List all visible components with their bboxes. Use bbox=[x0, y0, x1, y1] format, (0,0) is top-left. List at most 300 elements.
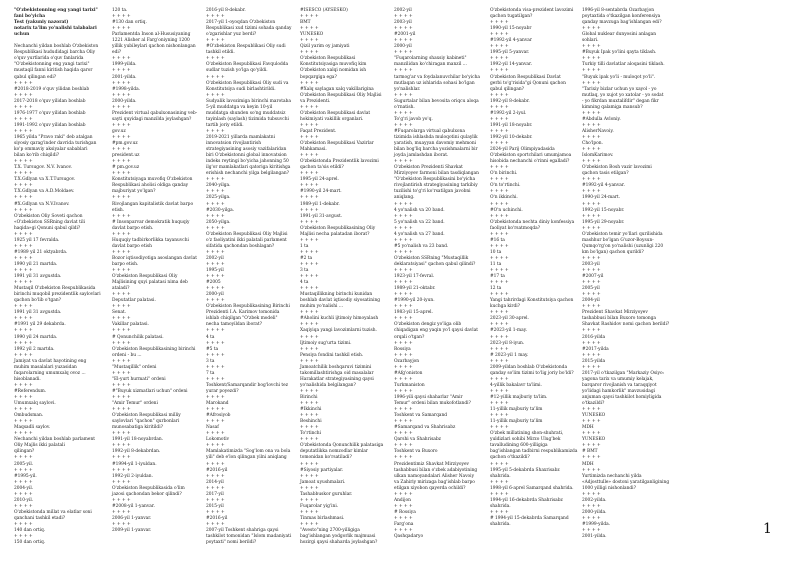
text-line: + + + + bbox=[206, 485, 225, 491]
text-line: #1995-yil. bbox=[14, 473, 37, 479]
text-line: 120 ta. bbox=[112, 8, 128, 13]
text-line: 1991-1992 o'quv yilidan boshlab bbox=[14, 122, 86, 128]
text-line: etilgan xiyobon qayerda ochildi? bbox=[394, 485, 466, 491]
text-line: 2001-yilda. bbox=[112, 74, 137, 80]
text-line: + + + + bbox=[14, 407, 33, 413]
text-line: 1995-yil bbox=[206, 268, 224, 274]
text-line: + + + + bbox=[14, 467, 33, 473]
text-line: + + + + bbox=[490, 268, 509, 274]
text-line: + + + + bbox=[112, 358, 131, 364]
text-line: "Tarixiy bizlar uchun yo xayol - yo bbox=[582, 86, 657, 92]
text-line: + + + + bbox=[582, 364, 601, 370]
text-line: haqida»gi Qonuni qabul qildi? bbox=[14, 225, 81, 231]
text-line: ilg'or mamlakatlari qatoriga kiritishga bbox=[206, 165, 291, 171]
text-line: Mustaqil O'zbekiston Respublikasida bbox=[14, 286, 96, 292]
text-line: mashhur bo'lgan G'uzor-Boysun- bbox=[582, 237, 654, 243]
text-line: muhim yo'nalishi ... bbox=[300, 304, 343, 310]
text-line: + + + + bbox=[582, 159, 601, 165]
text-line: + + + + bbox=[14, 243, 33, 249]
text-line: + + + + bbox=[582, 26, 601, 32]
text-line: tizimida ishlashda muloqotini qulaylik bbox=[394, 134, 478, 140]
text-line: T.X. Tursugov. N.V. Ivanov. bbox=[14, 165, 72, 171]
text-line: 10 ta bbox=[490, 249, 502, 255]
text-line: shahrida. bbox=[490, 503, 511, 509]
text-line: IslomKarimov. bbox=[582, 153, 614, 159]
text-column-7 bbox=[582, 8, 670, 560]
text-line: 2023-yil 30-aprel. bbox=[490, 316, 529, 322]
text-line: 1992-yil 15-noyabr. bbox=[582, 207, 625, 213]
text-line: notarix ta'lim yo'nalishi talabalari bbox=[14, 26, 97, 32]
text-line: + + + + bbox=[300, 104, 319, 110]
text-line: 1995-yil 29-noyabr. bbox=[582, 219, 625, 225]
text-line: Jamoatchilik boshqaruvi tizimini bbox=[300, 364, 372, 370]
text-line: MDH bbox=[582, 425, 594, 431]
text-line: qachon o'tkazildi? bbox=[490, 455, 530, 461]
text-line: + + + + bbox=[394, 280, 413, 286]
text-line: + + + + bbox=[490, 334, 509, 340]
text-line: + + + + bbox=[582, 80, 601, 86]
text-line: 2006-yil 1-yanvar. bbox=[112, 515, 152, 521]
text-line: + + + + bbox=[490, 104, 509, 110]
text-line: + + + + bbox=[206, 225, 225, 231]
text-line: barqaror rivojlanish va taraqqiyot bbox=[582, 382, 657, 388]
text-line: fani bo'yicha bbox=[14, 14, 46, 20]
text-line: "O'zbekiston Respublikasini bo'yicha bbox=[394, 177, 476, 183]
text-line: #2008-yil 1-yanvar. bbox=[112, 503, 155, 509]
text-line: rivojlantirish strategiyasining tarkibiy bbox=[394, 183, 478, 189]
text-column-6 bbox=[490, 8, 578, 560]
text-line: Huquqiy tadbirkorlikka tayanuvchi bbox=[112, 237, 189, 243]
text-line: + + + + bbox=[300, 413, 319, 419]
text-line: #2005 bbox=[206, 280, 221, 286]
text-line: + + + + bbox=[300, 122, 319, 128]
text-line: O'zbekistonda Qonunchilik palatasiga bbox=[300, 443, 384, 449]
text-line: Respublikasi xud tizimi sohada qanday bbox=[206, 26, 292, 32]
text-line: + + + + bbox=[582, 455, 601, 461]
text-line: yagona tarix va umumiy kelajak, bbox=[582, 376, 654, 382]
text-line: tashkilot tomonidan "Islom madaniyati bbox=[206, 534, 292, 540]
text-line: + + + + bbox=[14, 207, 33, 213]
text-line: yaratish, muayyan davomiy mehmoni bbox=[394, 141, 477, 147]
text-line: qilingan? bbox=[14, 449, 35, 455]
text-line: O'zbekiston SSRning "Mustaqillik bbox=[394, 255, 469, 261]
text-line: Vakillar palatasi. bbox=[112, 322, 149, 328]
text-line: 2007-yil Toshkent shahriga qaysi bbox=[206, 528, 279, 534]
text-line: #Afrosiyob bbox=[206, 413, 231, 419]
text-line: + + + + bbox=[206, 328, 225, 334]
text-line: Harakatlar strategiyasining qaysi bbox=[300, 376, 374, 382]
text-line: Mirziyoyev farmoni bilan tasdiqlangan bbox=[394, 171, 479, 177]
text-line: T.X.Gdlyan va A.D.Moldaev. bbox=[14, 189, 75, 195]
text-line: + + + + bbox=[206, 443, 225, 449]
text-line: 1976-1977 o'quv yilidan boshlab bbox=[14, 110, 86, 116]
text-line: + + + + bbox=[112, 328, 131, 334]
text-line: + + + + bbox=[14, 503, 33, 509]
text-line: Prezident Shavkat Mirziyoyev bbox=[582, 310, 648, 316]
text-line: + + + + bbox=[14, 479, 33, 485]
text-line: 5-yil muddatga va keyin 10-yil bbox=[206, 104, 273, 110]
text-line: + + + + bbox=[490, 92, 509, 98]
text-line: hisoblanadi. bbox=[14, 376, 41, 382]
text-line: km bo'lgan) qachon qurildi? bbox=[582, 249, 644, 255]
text-line: + + + + bbox=[112, 316, 131, 322]
text-line: + + + + bbox=[300, 388, 319, 394]
text-line: Tashabbuskor guruhlar. bbox=[300, 491, 353, 497]
text-line: + + + + bbox=[112, 171, 131, 177]
text-line: + + + + bbox=[300, 274, 319, 280]
text-line: #1998-yilda. bbox=[112, 86, 141, 92]
text-line: #Samarqand va Shahrisabz bbox=[394, 425, 456, 431]
text-line: 2002-yil bbox=[394, 8, 412, 13]
text-line: birinchi muqobil prezidentlik saylovlari bbox=[14, 292, 101, 298]
text-line: 1965 yilda "Pravo raki" deb atalgan bbox=[14, 134, 93, 140]
text-line: + + + + bbox=[14, 128, 33, 134]
text-line: tayinlash (saylash) tizimida tubsuvchi bbox=[206, 116, 289, 122]
text-line: + + + + bbox=[14, 395, 33, 400]
text-line: + + + + bbox=[206, 56, 225, 62]
text-line: poytaxti" nomi berildi? bbox=[206, 540, 257, 546]
text-line: + + + + bbox=[112, 134, 131, 140]
text-line: 1989-yil 21-oktabr. bbox=[394, 286, 436, 292]
text-line: innovatsion rivojlantirish bbox=[206, 141, 262, 147]
text-line: Maqsadli saylov. bbox=[14, 425, 51, 431]
text-line: + + + + bbox=[490, 388, 509, 394]
text-line: #2017-yilda bbox=[582, 346, 609, 352]
text-line: 1990 yil 21 martda. bbox=[14, 261, 58, 267]
text-line: 2019-2021 yillarda mamlakatni bbox=[206, 134, 275, 140]
text-line: Toshkent/Samarqandir bog'lovchi tez bbox=[206, 382, 288, 388]
text-line: 1990-yil 24-mart. bbox=[582, 195, 621, 201]
text-line: 1989-yil 1-dekabr. bbox=[300, 201, 340, 207]
text-line: 2010-yil. bbox=[14, 497, 34, 503]
text-line: Deputatlar palatasi. bbox=[112, 298, 156, 304]
text-line: 1000 yilligi nishonlandi? bbox=[582, 485, 636, 491]
text-line: Jamoat uyushmalari. bbox=[300, 479, 346, 485]
text-line: va Prezidenti. bbox=[300, 98, 331, 104]
text-line: tartib joriy etildi. bbox=[206, 122, 244, 128]
text-line: + + + + bbox=[112, 521, 131, 527]
text-line: Lokomotiv bbox=[206, 437, 230, 443]
text-line: 1 ta bbox=[300, 243, 309, 249]
text-line: Birinchi bbox=[300, 395, 318, 400]
text-line: + + + + bbox=[300, 80, 319, 86]
text-line: yo'lidagi hamkorlik" mavzusidagi bbox=[582, 388, 655, 394]
text-line: + + + + bbox=[206, 473, 225, 479]
text-line: 2009-yildan boshlab O'zbekistonda bbox=[490, 364, 568, 370]
text-line: 4 yo'nalish va 20 band. bbox=[394, 207, 445, 213]
text-line: + + + + bbox=[112, 80, 131, 86]
text-line: O'zbekiston Respublikasi davlat bbox=[300, 110, 371, 116]
text-line: bag'ishlangan yodgorlik majmuasi bbox=[300, 534, 376, 540]
text-line: + + + + bbox=[206, 274, 225, 280]
text-line: + + + + bbox=[394, 268, 413, 274]
text-line: + + + + bbox=[490, 44, 509, 50]
text-line: + + + + bbox=[14, 231, 33, 237]
text-line: #16 ta bbox=[490, 237, 505, 243]
text-line: + + + + bbox=[14, 521, 33, 527]
text-line: + + + + bbox=[300, 310, 319, 316]
text-line: «Adjosttulle» dostoni yaratilganligining bbox=[582, 479, 670, 485]
text-line: + + + + bbox=[394, 431, 413, 437]
text-line: + + + + bbox=[490, 128, 509, 134]
text-line: + + + + bbox=[112, 14, 131, 20]
text-line: + + + + bbox=[206, 38, 225, 44]
text-line: + + + + bbox=[582, 340, 601, 346]
text-line: + + + + bbox=[206, 364, 225, 370]
text-line: #2023-yil 1-may. bbox=[490, 328, 527, 334]
text-line: tashkil etildi. bbox=[206, 50, 235, 56]
text-line: + + + + bbox=[394, 491, 413, 497]
text-line: Nechanchi yildan boshlab parlament bbox=[14, 437, 95, 443]
text-line: o'quv yurtlarida o'quv fanlarida bbox=[14, 56, 84, 62]
text-line: YUNESKO bbox=[300, 32, 324, 38]
text-line: bilan bog'liq barcha yozishmalarni bir bbox=[394, 147, 478, 153]
text-line: To'rtinchi bbox=[300, 431, 321, 437]
text-line: O'zbekistonda visa-prezident lavozimi bbox=[490, 8, 574, 13]
text-line: + + + + bbox=[582, 503, 601, 509]
text-line: + + + + bbox=[300, 26, 319, 32]
text-line: tuzilishi to'g'ri ko'rsatilgan javobni bbox=[394, 189, 471, 195]
text-line: Fuqarolar yig'ini. bbox=[300, 503, 339, 509]
text-line: O'zbekiston Respublikasida o'lim bbox=[112, 485, 185, 491]
text-line: saylovlari "qachon" qurbonlari bbox=[112, 419, 180, 425]
text-line: mustaqil fanni kiritish haqida qaror bbox=[14, 68, 93, 74]
text-line: + + + + bbox=[582, 225, 601, 231]
text-line: Marokand bbox=[206, 401, 229, 407]
text-line: + + + + bbox=[394, 26, 413, 32]
text-line: + + + + bbox=[490, 116, 509, 122]
text-line: Majlisining quyi palatasi nima deb bbox=[112, 280, 188, 286]
text-line: O'zbekiston dengiz yo'liga olib bbox=[394, 322, 462, 328]
text-line: #2030-yilga. bbox=[206, 207, 235, 213]
text-line: + + + + bbox=[206, 340, 225, 346]
text-line: hisobida nechanchi o'rinni egalladi? bbox=[490, 159, 570, 165]
text-line: mutlaqan uz ishlarida sohasi bo'lgan bbox=[394, 80, 475, 86]
text-line: 2016-yil 8-dekabr. bbox=[206, 8, 246, 13]
text-line: + + + + bbox=[206, 298, 225, 304]
text-column-8 bbox=[676, 8, 758, 560]
text-line: # 2023-yil 1 may. bbox=[490, 352, 529, 358]
text-line: 1991-yil 31-avgust. bbox=[300, 213, 343, 219]
text-line: ataladi? bbox=[112, 286, 130, 292]
text-line: + + + + bbox=[300, 425, 319, 431]
text-line: 2005-yil bbox=[582, 286, 600, 292]
text-line: O'zbekiston sportchilari umumjamoa bbox=[490, 153, 572, 159]
text-line: 2000-yilda. bbox=[582, 509, 607, 515]
text-line: + + + + bbox=[394, 364, 413, 370]
text-line: O'zbekiston Respublikasi Oliy Majlisi bbox=[206, 231, 288, 237]
text-line: #Xalq saylagan xalq vakillarigina bbox=[300, 86, 374, 92]
text-line: "O'zbekistonning eng yangi tarixi" bbox=[14, 62, 90, 68]
text-line: + + + + bbox=[112, 268, 131, 274]
text-line: #5 ta bbox=[206, 346, 219, 352]
text-line: 150 dan ortiq. bbox=[14, 540, 46, 546]
text-line: erishish nechanchi yilga belgilangan? bbox=[206, 171, 290, 177]
text-line: 2003-yil bbox=[394, 20, 412, 26]
text-line: + + + + bbox=[490, 491, 509, 497]
text-line: O'zbekiston Respublikasi bbox=[300, 56, 356, 62]
text-line: 3 ta bbox=[206, 358, 215, 364]
text-line: + + + + bbox=[14, 280, 33, 286]
text-line: # Rossiya bbox=[394, 509, 416, 515]
text-line: + + + + bbox=[14, 304, 33, 310]
text-line: + + + + bbox=[490, 213, 509, 219]
text-line: O'n birinchi. bbox=[490, 171, 518, 177]
text-line: gov.uz bbox=[112, 128, 126, 134]
text-line: + + + + bbox=[582, 467, 601, 473]
text-line: "Amir Temur" ordeni bbox=[112, 401, 158, 407]
text-line: # 1994-yil 15-dekabrda Samarqand bbox=[490, 515, 569, 521]
text-line: strategiyasining asosiy vazifalaridan bbox=[206, 147, 287, 153]
text-line: + + + + bbox=[582, 292, 601, 298]
text-line: 11-yillik majburiy ta'lim bbox=[490, 419, 543, 425]
text-line: #Fuqarolarga virtual qabulxona bbox=[394, 128, 465, 134]
text-line: + + + + bbox=[14, 328, 33, 334]
text-line: + + + + bbox=[490, 413, 509, 419]
text-line: Konstitutsiya sudi birlashtirildi. bbox=[206, 86, 276, 92]
text-line: yo'nalishida belgilangan? bbox=[300, 382, 356, 388]
text-line: qachon bo'lib o'tgan? bbox=[14, 298, 61, 304]
text-line: #1994-yil 1-iyuldan. bbox=[112, 461, 157, 467]
text-line: + + + + bbox=[300, 134, 319, 140]
text-line: 2014-yil bbox=[206, 479, 224, 485]
text-line: Test (yakuniy nazorat) bbox=[14, 20, 69, 26]
text-line: # pm.gov.uz bbox=[112, 165, 140, 171]
text-line: O'zbekiston Respublikasi milliy bbox=[112, 413, 181, 419]
text-line: Parlamentda Inson al-Hususiyaning bbox=[112, 32, 191, 38]
text-line: + + + + bbox=[394, 528, 413, 534]
text-line: 1991-yil 18-noyabrdan. bbox=[112, 437, 163, 443]
text-line: + + + + bbox=[206, 213, 225, 219]
text-line: + + + + bbox=[582, 110, 601, 116]
text-line: "Avesto"ning 2700-yilligiga bbox=[300, 528, 360, 534]
text-line: #1992-yil 4-yanvar. bbox=[582, 183, 625, 189]
text-line: + + + + bbox=[582, 443, 601, 449]
text-line: 11-yillik majburiy ta'lim bbox=[490, 407, 543, 413]
text-column-4 bbox=[300, 8, 384, 560]
text-line: Temur" ordeni bilan mukofotlandi? bbox=[394, 401, 471, 407]
text-line: davlat barpo etish. bbox=[112, 225, 154, 231]
text-line: + + + + bbox=[14, 92, 33, 98]
text-column-5 bbox=[394, 8, 480, 560]
text-line: + + + + bbox=[14, 382, 33, 388]
text-line: 1983-yil 15-aprel. bbox=[394, 310, 433, 316]
text-line: 2002-yil bbox=[206, 255, 224, 261]
text-line: yili" deb e'lon qilingan yilni aniqlang bbox=[206, 455, 287, 461]
text-line: + + + + bbox=[112, 395, 131, 400]
text-line: orqali o'tgan? bbox=[394, 334, 425, 340]
text-line: + + + + bbox=[490, 231, 509, 237]
text-line: O'n ikkinchi. bbox=[490, 195, 518, 201]
text-line: Prezidenti I.A. Karimov tomonida bbox=[206, 310, 280, 316]
text-line: fuqarolarning umumxalq ovoz ... bbox=[14, 370, 86, 376]
text-line: + + + + bbox=[394, 407, 413, 413]
text-line: + + + + bbox=[490, 20, 509, 26]
text-line: + + + + bbox=[206, 521, 225, 527]
text-line: yurar poyezdi? bbox=[206, 388, 239, 394]
text-line: + + + + bbox=[112, 249, 131, 255]
text-line: #1999-yilda. bbox=[582, 521, 611, 527]
text-line: + + + + bbox=[490, 310, 509, 316]
text-line: + + + + bbox=[582, 134, 601, 140]
text-line: deklaratsiyasi" qachon qabul qilindi? bbox=[394, 261, 476, 267]
text-line: + + + + bbox=[300, 437, 319, 443]
text-line: MDH bbox=[582, 461, 594, 467]
text-line: + + + + bbox=[490, 322, 509, 328]
text-line: 1991 yil 31 avgustda. bbox=[14, 274, 62, 280]
text-line: #Referendum. bbox=[14, 388, 47, 394]
text-line: + + + + bbox=[394, 304, 413, 310]
text-line: 3 ta bbox=[300, 268, 309, 274]
text-line: + + + + bbox=[206, 376, 225, 382]
text-line: "El-yurt hurmati" ordeni bbox=[112, 376, 166, 382]
text-line: O'zbekiston Prezidenti Shavkat bbox=[394, 165, 463, 171]
text-line: + + + + bbox=[490, 509, 509, 515]
text-line: + + + + bbox=[300, 195, 319, 201]
text-line: "O'zbekistonning eng yangi tarixi" bbox=[14, 8, 98, 13]
text-line: barpo etish. bbox=[112, 261, 139, 267]
text-line: + + + + bbox=[490, 201, 509, 207]
text-line: qanday mavzuga bag'ishlangan edi? bbox=[582, 20, 662, 26]
text-line: + + + + bbox=[300, 322, 319, 328]
text-line: O'zbekiston Respublikasi Oliy Majlisi bbox=[300, 92, 382, 98]
text-line: + + + + bbox=[206, 189, 225, 195]
text-line: Nechanchi yildan boshlab O'zbekiston bbox=[14, 44, 99, 50]
text-line: Mustaqillikning birinchi kunidan bbox=[300, 292, 373, 298]
text-line: + + + + bbox=[300, 286, 319, 292]
text-line: qachon tasis etilgan? bbox=[582, 171, 629, 177]
text-line: + + + + bbox=[394, 352, 413, 358]
text-line: 1992-yil 8-dekabrdan. bbox=[112, 449, 161, 455]
text-line: + + + + bbox=[300, 358, 319, 364]
text-line: tashabbusi bilan Buxoro tomonga bbox=[582, 316, 657, 322]
text-line: Faqat Prezident. bbox=[300, 128, 337, 134]
text-line: + + + + bbox=[394, 376, 413, 382]
text-line: 1923-yil 17-fevral. bbox=[394, 274, 435, 280]
text-line: qabul qilingan? bbox=[490, 86, 524, 92]
text-line: + + + + bbox=[300, 38, 319, 44]
text-line: sifatida qachondan boshlagan? bbox=[206, 243, 275, 249]
text-line: + + + + bbox=[300, 207, 319, 213]
text-line: #Siyosiy partiyalar. bbox=[300, 467, 344, 473]
text-line: + + + + bbox=[112, 509, 131, 515]
text-line: O'zbekiston Respublikasi Favqulodda bbox=[206, 62, 289, 68]
text-line: + + + + bbox=[14, 171, 33, 177]
text-line: + + + + bbox=[300, 14, 319, 20]
text-line: qanchani tashkil etadi? bbox=[14, 515, 66, 521]
text-line: 2017-yil o'tkazilgan "Markaziy Osiyo: bbox=[582, 370, 665, 376]
text-line: 2017-yil bbox=[206, 491, 224, 497]
text-line: + + + + bbox=[300, 334, 319, 340]
text-line: anjuman qaysi tashkilot homiyligida bbox=[582, 395, 662, 400]
text-line: + + + + bbox=[394, 388, 413, 394]
text-line: + + + + bbox=[490, 280, 509, 286]
text-line: 1991 yil 31 avgustda. bbox=[14, 310, 62, 316]
text-line: #2016-yil bbox=[206, 467, 228, 473]
text-line: kuchga kirdi? bbox=[490, 304, 521, 310]
text-line: + + + + bbox=[394, 92, 413, 98]
text-line: Qumqo'rg'on yo'nalishi (uzunligi 220 bbox=[582, 243, 664, 249]
text-line: + + + + bbox=[14, 104, 33, 110]
text-line: + + + + bbox=[582, 201, 601, 207]
text-line: O'zbekiston xalqi nomidan ish bbox=[300, 68, 367, 74]
text-line: 2000-yil bbox=[206, 292, 224, 298]
text-line: AlisherNavoiy. bbox=[582, 128, 614, 134]
text-line: + + + + bbox=[394, 237, 413, 243]
text-line: Prezidentimiz Shavkat Mirziyoyev bbox=[394, 461, 470, 467]
text-line: 5 yo'nalish va 22 band. bbox=[394, 219, 445, 225]
text-line: Oliy Majlis ikki palatali bbox=[14, 443, 65, 449]
